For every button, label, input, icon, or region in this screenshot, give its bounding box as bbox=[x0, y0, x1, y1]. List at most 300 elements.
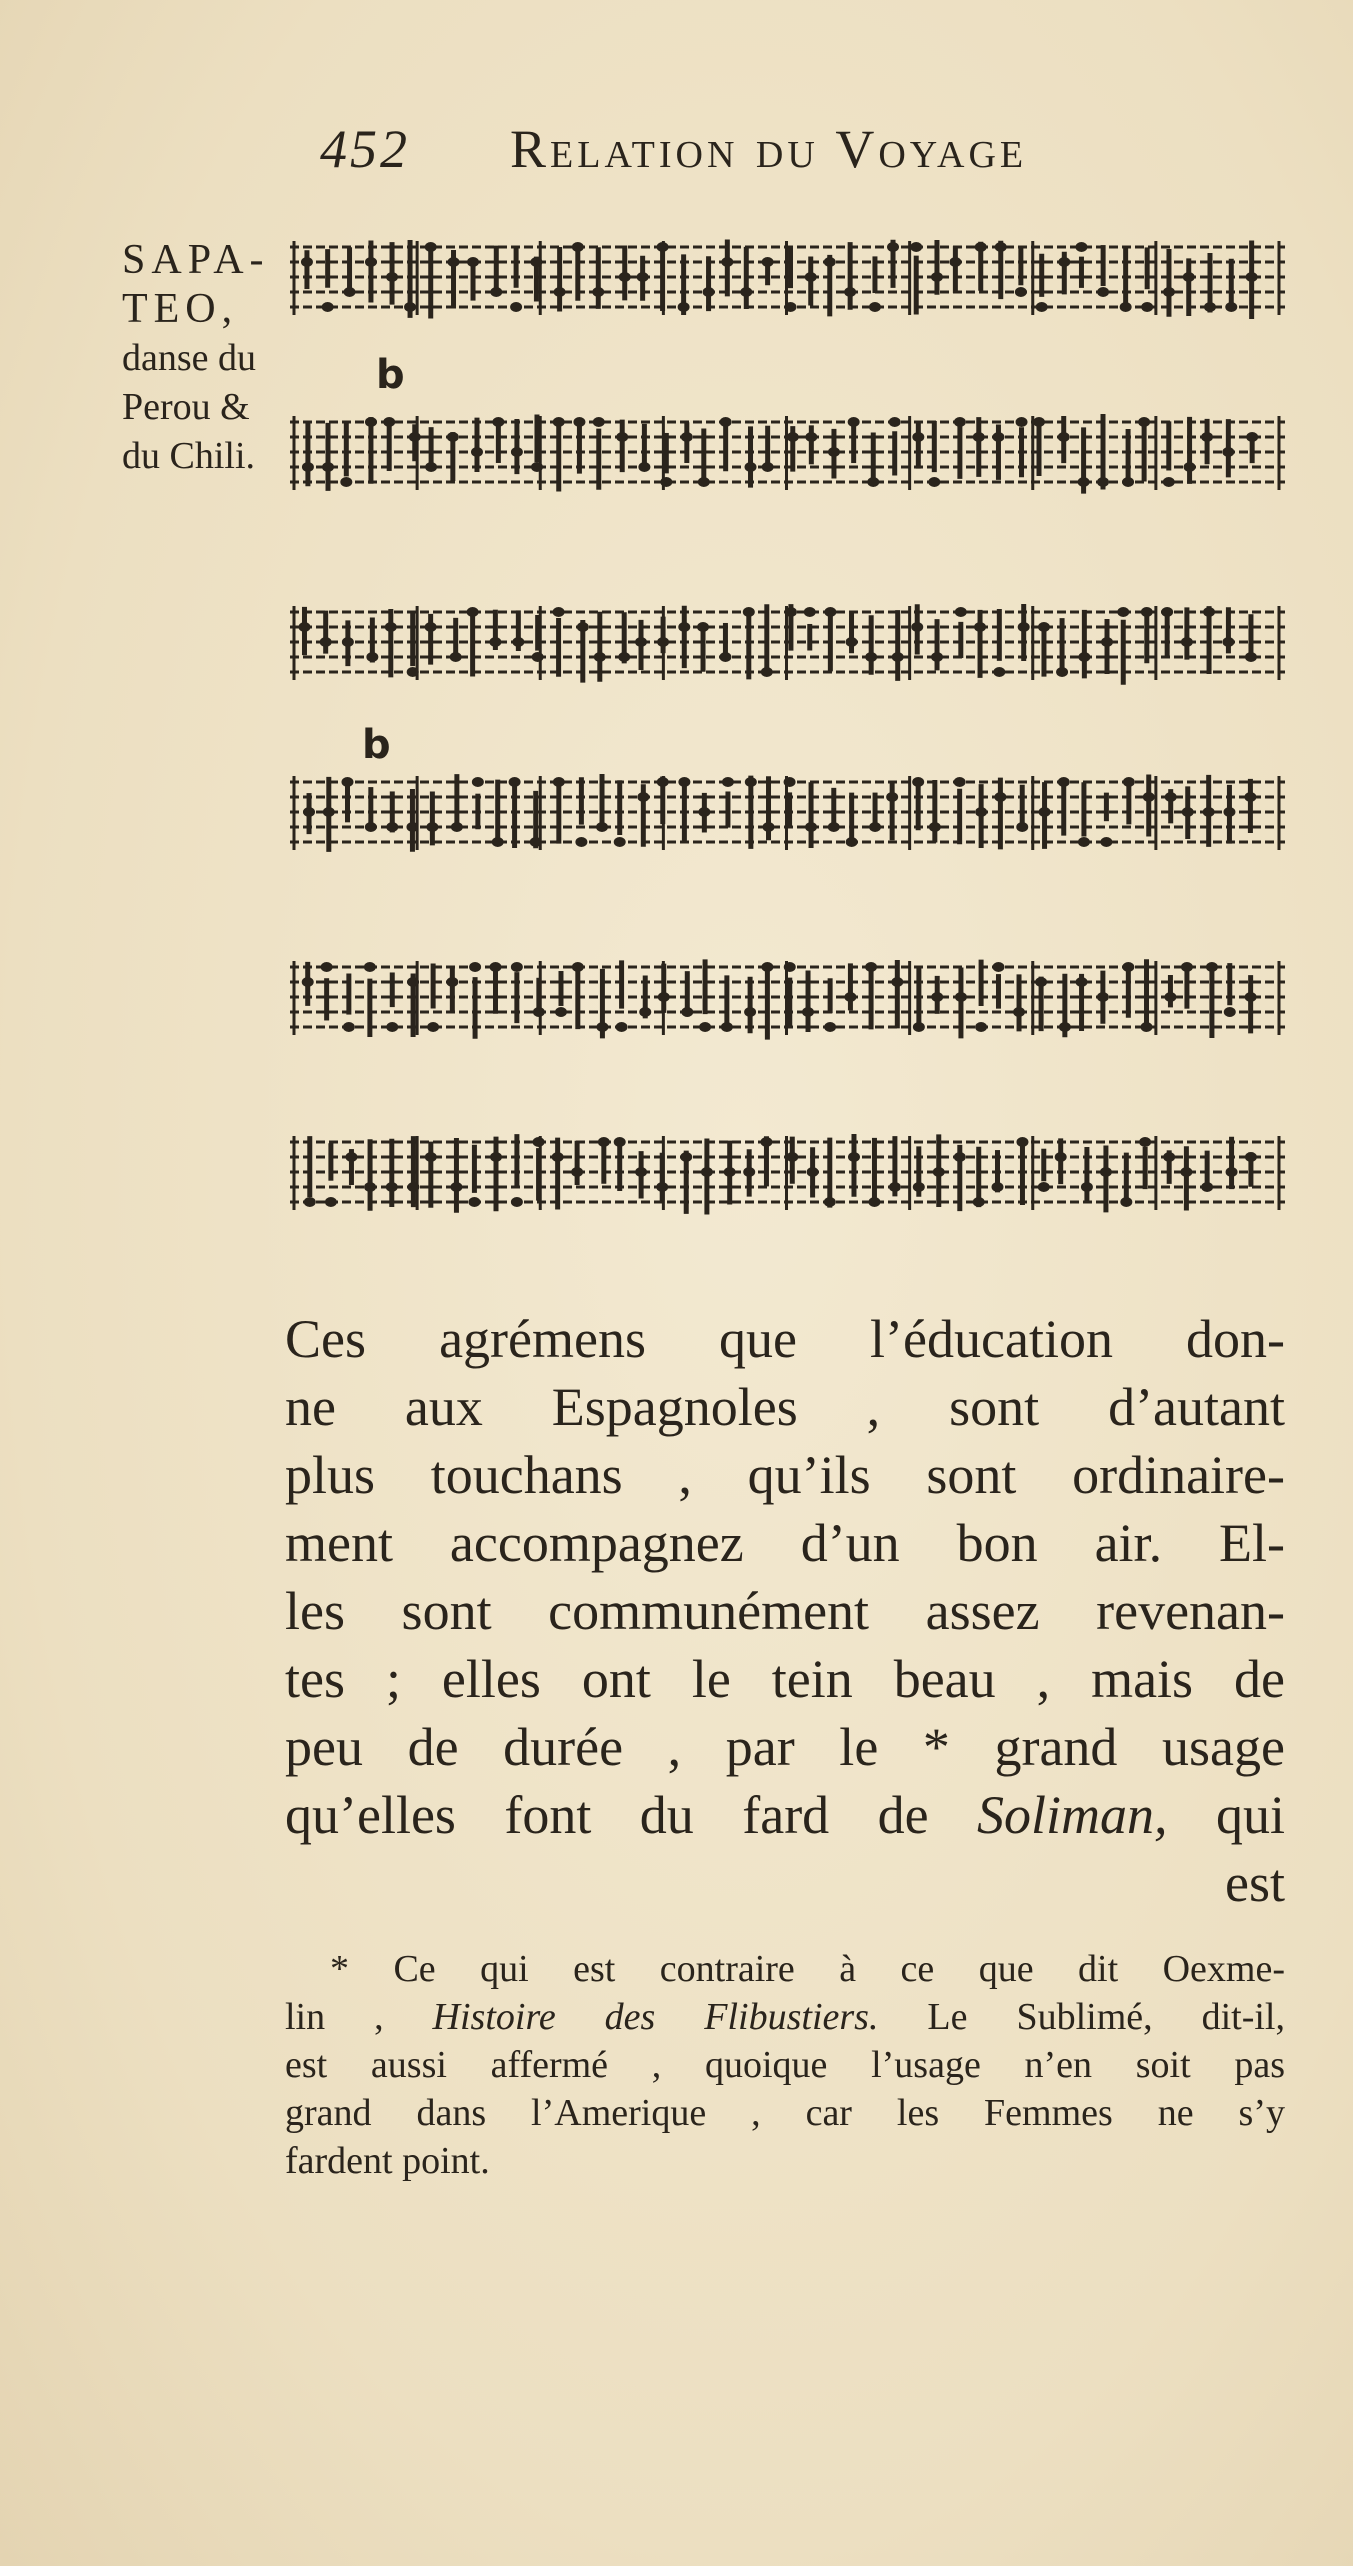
body-line: Ces agrémens que l’éducation don- bbox=[285, 1309, 1285, 1369]
note-head bbox=[784, 962, 796, 972]
note-head bbox=[492, 837, 504, 847]
note-head bbox=[638, 462, 650, 472]
note-head bbox=[404, 302, 416, 312]
note-head bbox=[427, 1022, 439, 1032]
note-head bbox=[805, 272, 817, 282]
note-head bbox=[1058, 432, 1070, 442]
note-head bbox=[802, 1007, 814, 1017]
note-head bbox=[912, 777, 924, 787]
note-head bbox=[325, 1197, 337, 1207]
note-head bbox=[784, 777, 796, 787]
note-head bbox=[844, 992, 856, 1002]
note-head bbox=[744, 1007, 756, 1017]
note-head bbox=[787, 432, 799, 442]
note-head bbox=[869, 822, 881, 832]
note-head bbox=[1035, 977, 1047, 987]
note-head bbox=[593, 417, 605, 427]
note-head bbox=[1123, 777, 1135, 787]
note-head bbox=[698, 807, 710, 817]
footnote-line: est aussi affermé , quoique l’usage n’en soit pas bbox=[285, 2044, 1285, 2086]
note-head bbox=[451, 822, 463, 832]
note-head bbox=[345, 1152, 357, 1162]
note-head bbox=[425, 622, 437, 632]
note-head bbox=[1141, 302, 1153, 312]
note-head bbox=[1078, 652, 1090, 662]
note-head bbox=[366, 652, 378, 662]
note-head bbox=[553, 417, 565, 427]
note-head bbox=[1246, 432, 1258, 442]
footnote-text: Le Sublimé, dit-il, bbox=[878, 1996, 1285, 2038]
dance-title-line-5: du Chili. bbox=[122, 435, 256, 477]
note-head bbox=[807, 1167, 819, 1177]
note-head bbox=[1165, 792, 1177, 802]
note-head bbox=[1201, 1182, 1213, 1192]
note-head bbox=[657, 242, 669, 252]
note-head bbox=[698, 477, 710, 487]
note-head bbox=[992, 1182, 1004, 1192]
note-head bbox=[365, 257, 377, 267]
flat-sign: b bbox=[362, 722, 391, 768]
dance-title-line-1: SAPA- bbox=[122, 237, 270, 283]
note-head bbox=[1122, 962, 1134, 972]
note-head bbox=[912, 432, 924, 442]
body-line: tes ; elles ont le tein beau , mais de bbox=[285, 1649, 1285, 1709]
note-head bbox=[933, 1167, 945, 1177]
note-head bbox=[869, 302, 881, 312]
body-line: peu de durée , par le * grand usage bbox=[285, 1717, 1285, 1777]
note-head bbox=[701, 1167, 713, 1177]
note-head bbox=[530, 837, 542, 847]
music-staff-6 bbox=[290, 1130, 1285, 1220]
note-head bbox=[1018, 622, 1030, 632]
note-head bbox=[699, 1022, 711, 1032]
note-head bbox=[824, 1022, 836, 1032]
note-head bbox=[592, 287, 604, 297]
note-head bbox=[1101, 637, 1113, 647]
note-head bbox=[721, 257, 733, 267]
note-head bbox=[681, 1007, 693, 1017]
note-head bbox=[407, 667, 419, 677]
note-head bbox=[511, 447, 523, 457]
note-head bbox=[762, 257, 774, 267]
note-head bbox=[302, 462, 314, 472]
note-head bbox=[763, 822, 775, 832]
note-head bbox=[572, 242, 584, 252]
note-head bbox=[553, 777, 565, 787]
note-head bbox=[993, 667, 1005, 677]
note-head bbox=[848, 1152, 860, 1162]
note-head bbox=[1245, 992, 1257, 1002]
note-head bbox=[678, 777, 690, 787]
note-head bbox=[995, 242, 1007, 252]
note-head bbox=[1184, 462, 1196, 472]
note-head bbox=[1223, 807, 1235, 817]
music-staff-3 bbox=[290, 600, 1285, 690]
note-head bbox=[552, 1152, 564, 1162]
note-head bbox=[975, 1022, 987, 1032]
note-head bbox=[639, 1007, 651, 1017]
note-head bbox=[994, 792, 1006, 802]
note-head bbox=[1013, 1007, 1025, 1017]
music-staff-4 bbox=[290, 770, 1285, 860]
note-head bbox=[344, 287, 356, 297]
note-head bbox=[804, 607, 816, 617]
note-head bbox=[786, 1152, 798, 1162]
note-head bbox=[911, 622, 923, 632]
note-head bbox=[1204, 302, 1216, 312]
note-head bbox=[929, 822, 941, 832]
note-head bbox=[867, 477, 879, 487]
note-head bbox=[703, 287, 715, 297]
note-head bbox=[571, 1167, 583, 1177]
note-head bbox=[975, 242, 987, 252]
note-head bbox=[1180, 1167, 1192, 1177]
note-head bbox=[1033, 417, 1045, 427]
note-head bbox=[656, 1182, 668, 1192]
note-head bbox=[490, 1152, 502, 1162]
italic-word: Soliman, bbox=[977, 1785, 1168, 1845]
note-head bbox=[1076, 977, 1088, 987]
note-head bbox=[954, 1152, 966, 1162]
note-head bbox=[931, 652, 943, 662]
note-head bbox=[762, 462, 774, 472]
note-head bbox=[931, 272, 943, 282]
body-line: plus touchans , qu’ils sont ordinaire- bbox=[285, 1445, 1285, 1505]
note-head bbox=[678, 302, 690, 312]
music-staff-2 bbox=[290, 410, 1285, 500]
note-head bbox=[365, 822, 377, 832]
note-head bbox=[805, 432, 817, 442]
note-head bbox=[511, 962, 523, 972]
note-head bbox=[594, 652, 606, 662]
note-head bbox=[1181, 962, 1193, 972]
note-head bbox=[1036, 302, 1048, 312]
footnote bbox=[285, 1945, 1285, 2185]
note-head bbox=[341, 777, 353, 787]
music-staff-1 bbox=[290, 235, 1285, 325]
note-head bbox=[342, 637, 354, 647]
body-line: les sont communément assez revenan- bbox=[285, 1581, 1285, 1641]
note-head bbox=[824, 257, 836, 267]
note-head bbox=[446, 977, 458, 987]
note-head bbox=[719, 652, 731, 662]
note-head bbox=[598, 1137, 610, 1147]
note-head bbox=[1163, 1152, 1175, 1162]
music-staff-5 bbox=[290, 955, 1285, 1045]
note-head bbox=[828, 822, 840, 832]
note-head bbox=[1058, 257, 1070, 267]
note-head bbox=[618, 652, 630, 662]
note-head bbox=[761, 962, 773, 972]
note-head bbox=[805, 822, 817, 832]
note-head bbox=[889, 417, 901, 427]
note-head bbox=[657, 777, 669, 787]
note-head bbox=[1097, 992, 1109, 1002]
note-head bbox=[407, 1182, 419, 1192]
body-line: ment accompagnez d’un bon air. El- bbox=[285, 1513, 1285, 1573]
page-number: 452 bbox=[320, 119, 410, 179]
note-head bbox=[955, 992, 967, 1002]
note-head bbox=[660, 477, 672, 487]
note-head bbox=[887, 242, 899, 252]
note-head bbox=[322, 462, 334, 472]
note-head bbox=[745, 777, 757, 787]
note-head bbox=[426, 822, 438, 832]
note-head bbox=[1224, 1007, 1236, 1017]
note-head bbox=[1183, 272, 1195, 282]
note-head bbox=[680, 1152, 692, 1162]
note-head bbox=[616, 432, 628, 442]
footnote-cited-work: Histoire des Flibustiers. bbox=[432, 1996, 879, 2038]
note-head bbox=[1117, 607, 1129, 617]
note-head bbox=[322, 302, 334, 312]
note-head bbox=[865, 962, 877, 972]
note-head bbox=[511, 1197, 523, 1207]
note-head bbox=[425, 242, 437, 252]
note-head bbox=[1222, 447, 1234, 457]
note-head bbox=[1203, 807, 1215, 817]
note-head bbox=[1206, 962, 1218, 972]
note-head bbox=[509, 777, 521, 787]
note-head bbox=[865, 652, 877, 662]
note-head bbox=[846, 637, 858, 647]
note-head bbox=[973, 432, 985, 442]
note-head bbox=[743, 607, 755, 617]
note-head bbox=[533, 1007, 545, 1017]
note-head bbox=[407, 977, 419, 987]
note-head bbox=[743, 1167, 755, 1177]
note-head bbox=[844, 287, 856, 297]
note-head bbox=[889, 1182, 901, 1192]
note-head bbox=[301, 257, 313, 267]
note-head bbox=[303, 807, 315, 817]
note-head bbox=[406, 822, 418, 832]
note-head bbox=[304, 1197, 316, 1207]
note-head bbox=[1138, 417, 1150, 427]
note-head bbox=[992, 432, 1004, 442]
note-head bbox=[386, 1022, 398, 1032]
note-head bbox=[321, 962, 333, 972]
note-head bbox=[1120, 302, 1132, 312]
note-head bbox=[532, 652, 544, 662]
note-head bbox=[910, 242, 922, 252]
note-head bbox=[1038, 1182, 1050, 1192]
note-head bbox=[785, 302, 797, 312]
note-head bbox=[490, 962, 502, 972]
note-head bbox=[1226, 1167, 1238, 1177]
note-head bbox=[1245, 652, 1257, 662]
note-head bbox=[448, 257, 460, 267]
note-head bbox=[298, 622, 310, 632]
note-head bbox=[913, 1182, 925, 1192]
note-head bbox=[409, 432, 421, 442]
note-head bbox=[385, 622, 397, 632]
note-head bbox=[1164, 992, 1176, 1002]
note-head bbox=[1038, 622, 1050, 632]
note-head bbox=[320, 637, 332, 647]
note-head bbox=[531, 462, 543, 472]
note-head bbox=[1225, 302, 1237, 312]
note-head bbox=[1245, 1152, 1257, 1162]
note-head bbox=[573, 417, 585, 427]
note-head bbox=[681, 432, 693, 442]
footnote-text: lin , bbox=[285, 1996, 433, 2038]
note-head bbox=[1201, 432, 1213, 442]
note-head bbox=[450, 652, 462, 662]
note-head bbox=[1203, 607, 1215, 617]
note-head bbox=[785, 607, 797, 617]
note-head bbox=[468, 1197, 480, 1207]
note-head bbox=[575, 837, 587, 847]
note-head bbox=[364, 1182, 376, 1192]
body-line: ne aux Espagnoles , sont d’autant bbox=[285, 1377, 1285, 1437]
note-head bbox=[1058, 777, 1070, 787]
flat-sign: b bbox=[376, 352, 405, 398]
note-head bbox=[572, 962, 584, 972]
note-head bbox=[1078, 477, 1090, 487]
note-head bbox=[1244, 792, 1256, 802]
note-head bbox=[974, 622, 986, 632]
note-head bbox=[1097, 477, 1109, 487]
note-head bbox=[949, 257, 961, 267]
note-head bbox=[635, 1167, 647, 1177]
note-head bbox=[973, 1197, 985, 1207]
note-head bbox=[365, 417, 377, 427]
note-head bbox=[928, 477, 940, 487]
note-head bbox=[1163, 287, 1175, 297]
note-head bbox=[425, 1152, 437, 1162]
note-head bbox=[760, 1137, 772, 1147]
footnote-line: * Ce qui est contraire à ce que dit Oexme- bbox=[330, 1948, 1285, 1990]
note-head bbox=[1143, 792, 1155, 802]
note-head bbox=[721, 1022, 733, 1032]
note-head bbox=[510, 302, 522, 312]
note-head bbox=[343, 1022, 355, 1032]
note-head bbox=[955, 607, 967, 617]
note-head bbox=[886, 792, 898, 802]
note-head bbox=[1015, 287, 1027, 297]
note-head bbox=[637, 792, 649, 802]
note-head bbox=[1122, 477, 1134, 487]
note-head bbox=[913, 1022, 925, 1032]
note-head bbox=[697, 622, 709, 632]
note-head bbox=[596, 1022, 608, 1032]
note-head bbox=[364, 962, 376, 972]
note-head bbox=[614, 1137, 626, 1147]
note-head bbox=[469, 962, 481, 972]
note-head bbox=[555, 1007, 567, 1017]
note-head bbox=[828, 447, 840, 457]
note-head bbox=[530, 257, 542, 267]
footnote-line: fardent point. bbox=[285, 2140, 490, 2182]
note-head bbox=[1182, 807, 1194, 817]
note-head bbox=[1141, 1022, 1153, 1032]
note-head bbox=[975, 807, 987, 817]
note-head bbox=[467, 257, 479, 267]
running-title: Relation du Voyage bbox=[510, 119, 1028, 179]
note-head bbox=[637, 272, 649, 282]
note-head bbox=[954, 417, 966, 427]
note-head bbox=[848, 417, 860, 427]
note-head bbox=[761, 667, 773, 677]
page-header bbox=[320, 118, 1220, 188]
note-head bbox=[450, 1182, 462, 1192]
note-head bbox=[616, 1022, 628, 1032]
note-head bbox=[512, 637, 524, 647]
note-head bbox=[1059, 1022, 1071, 1032]
note-head bbox=[657, 637, 669, 647]
note-head bbox=[1222, 637, 1234, 647]
note-head bbox=[635, 637, 647, 647]
note-head bbox=[1139, 1137, 1151, 1147]
note-head bbox=[1081, 1182, 1093, 1192]
note-head bbox=[745, 462, 757, 472]
note-head bbox=[425, 462, 437, 472]
catchword: est bbox=[1225, 1853, 1285, 1913]
note-head bbox=[678, 622, 690, 632]
note-head bbox=[720, 417, 732, 427]
note-head bbox=[992, 962, 1004, 972]
note-head bbox=[472, 777, 484, 787]
note-head bbox=[1016, 822, 1028, 832]
note-head bbox=[1141, 607, 1153, 617]
note-head bbox=[891, 977, 903, 987]
note-head bbox=[323, 807, 335, 817]
note-head bbox=[489, 637, 501, 647]
note-head bbox=[931, 992, 943, 1002]
note-head bbox=[490, 287, 502, 297]
dance-title-line-2: TEO, bbox=[122, 286, 239, 332]
note-head bbox=[892, 652, 904, 662]
note-head bbox=[954, 777, 966, 787]
note-head bbox=[1097, 287, 1109, 297]
note-head bbox=[824, 1197, 836, 1207]
note-head bbox=[1016, 417, 1028, 427]
note-head bbox=[596, 822, 608, 832]
note-head bbox=[340, 477, 352, 487]
note-head bbox=[447, 432, 459, 442]
dance-title-line-3: danse du bbox=[122, 337, 257, 379]
note-head bbox=[383, 417, 395, 427]
note-head bbox=[722, 777, 734, 787]
note-head bbox=[614, 837, 626, 847]
dance-title-line-4: Perou & bbox=[122, 386, 250, 428]
note-head bbox=[554, 287, 566, 297]
footnote-line: grand dans l’Amerique , car les Femmes ne s’y bbox=[285, 2092, 1285, 2134]
note-head bbox=[386, 1182, 398, 1192]
note-head bbox=[533, 1137, 545, 1147]
note-head bbox=[492, 417, 504, 427]
note-head bbox=[724, 1167, 736, 1177]
note-head bbox=[553, 607, 565, 617]
note-head bbox=[740, 287, 752, 297]
note-head bbox=[1100, 837, 1112, 847]
note-head bbox=[1181, 637, 1193, 647]
note-head bbox=[1016, 1137, 1028, 1147]
note-head bbox=[386, 272, 398, 282]
note-head bbox=[471, 447, 483, 457]
note-head bbox=[1039, 807, 1051, 817]
note-head bbox=[1161, 607, 1173, 617]
note-head bbox=[467, 607, 479, 617]
note-head bbox=[1163, 477, 1175, 487]
body-line: qu’elles font du fard de Soliman, qui bbox=[285, 1785, 1285, 1845]
note-head bbox=[658, 992, 670, 1002]
dance-title-label bbox=[122, 236, 312, 481]
note-head bbox=[824, 607, 836, 617]
note-head bbox=[846, 837, 858, 847]
note-head bbox=[1246, 272, 1258, 282]
